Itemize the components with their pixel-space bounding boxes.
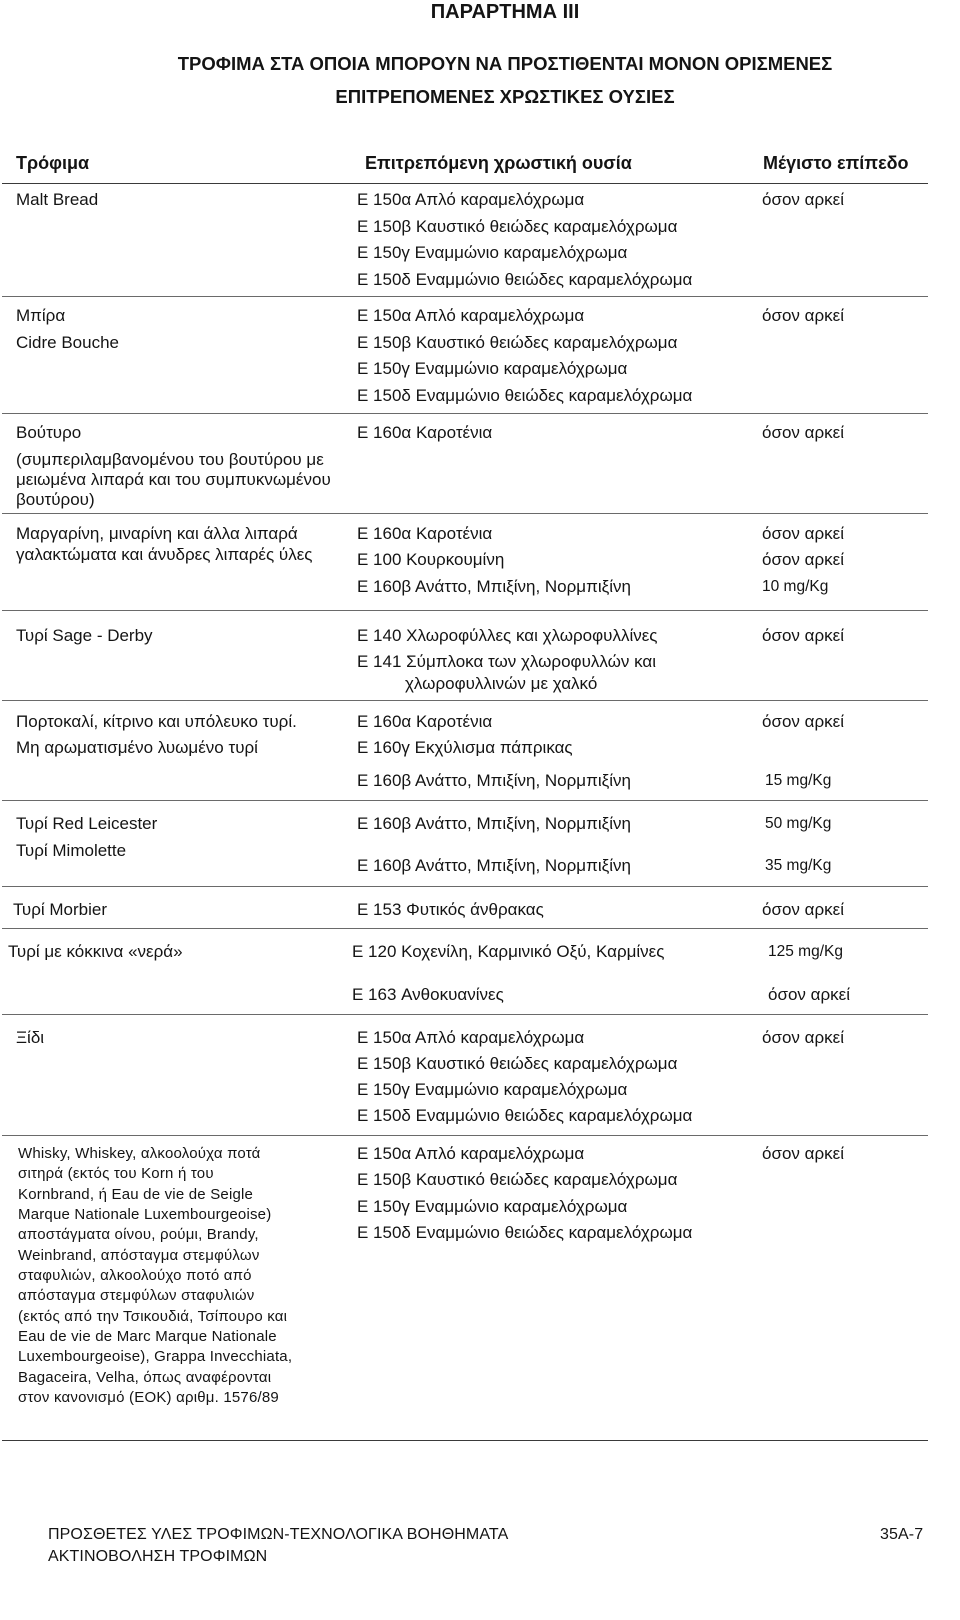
- colour-substance: E 150γ Εναμμώνιο καραμελόχρωμα: [357, 1080, 628, 1099]
- footer-line: ΠΡΟΣΘΕΤΕΣ ΥΛΕΣ ΤΡΟΦΙΜΩΝ-ΤΕΧΝΟΛΟΓΙΚΑ ΒΟΗΘΗΜΑΤΑ: [48, 1526, 509, 1543]
- food-name: Ξίδι: [16, 1028, 45, 1047]
- row-divider: [2, 800, 928, 801]
- food-name: Μαργαρίνη, μιναρίνη και άλλα λιπαρά: [16, 524, 298, 543]
- food-name: Μπίρα: [16, 306, 66, 325]
- food-name: Τυρί Morbier: [13, 900, 108, 919]
- row-divider: [2, 513, 928, 514]
- document-subtitle-line-1: ΤΡΟΦΙΜΑ ΣΤΑ ΟΠΟΙΑ ΜΠΟΡΟΥΝ ΝΑ ΠΡΟΣΤΙΘΕΝΤΑΙ ΜΟΝΟΝ ΟΡΙΣΜΕΝΕΣ: [177, 53, 833, 74]
- max-level: όσον αρκεί: [762, 306, 844, 325]
- colour-substance: E 150δ Εναμμώνιο θειώδες καραμελόχρωμα: [357, 386, 693, 405]
- colour-substance: E 160α Καροτένια: [357, 524, 493, 543]
- colour-substance: E 160β Ανάττο, Μπιξίνη, Νορμπιξίνη: [357, 814, 631, 833]
- colour-substance: E 140 Χλωροφύλλες και χλωροφυλλίνες: [357, 626, 658, 645]
- food-name: Malt Bread: [16, 190, 99, 209]
- colour-substance: E 160β Ανάττο, Μπιξίνη, Νορμπιξίνη: [357, 577, 631, 596]
- max-level: 10 mg/Kg: [762, 578, 829, 595]
- max-level: όσον αρκεί: [762, 550, 844, 569]
- colour-substance: E 120 Κοχενίλη, Καρμινικό Οξύ, Καρμίνες: [352, 942, 665, 961]
- max-level: 50 mg/Kg: [765, 815, 832, 832]
- colour-substance: E 150β Καυστικό θειώδες καραμελόχρωμα: [357, 217, 678, 236]
- colour-substance: E 160β Ανάττο, Μπιξίνη, Νορμπιξίνη: [357, 856, 631, 875]
- food-name: Τυρί Red Leicester: [16, 814, 158, 833]
- food-name: βουτύρου): [16, 490, 95, 509]
- colour-substance: E 160α Καροτένια: [357, 712, 493, 731]
- food-name: στον κανονισμό (ΕΟΚ) αριθμ. 1576/89: [18, 1389, 279, 1407]
- column-header-level: Μέγιστο επίπεδο: [763, 153, 909, 173]
- table-bottom-divider: [2, 1440, 928, 1441]
- food-name: (εκτός από την Τσικουδιά, Τσίπουρο και: [18, 1307, 288, 1325]
- colour-substance: E 150δ Εναμμώνιο θειώδες καραμελόχρωμα: [357, 1106, 693, 1125]
- colour-substance: E 150γ Εναμμώνιο καραμελόχρωμα: [357, 359, 628, 378]
- max-level: 15 mg/Kg: [765, 772, 832, 789]
- row-divider: [2, 610, 928, 611]
- food-name: Βούτυρο: [16, 423, 82, 442]
- row-divider: [2, 1135, 928, 1136]
- max-level: 35 mg/Kg: [765, 857, 832, 874]
- max-level: όσον αρκεί: [762, 524, 844, 543]
- food-name: Μη αρωματισμένο λυωμένο τυρί: [16, 738, 258, 757]
- food-name: Luxembourgeoise), Grappa Invecchiata,: [18, 1348, 293, 1366]
- max-level: όσον αρκεί: [762, 1144, 844, 1163]
- document-subtitle-line-2: ΕΠΙΤΡΕΠΟΜΕΝΕΣ ΧΡΩΣΤΙΚΕΣ ΟΥΣΙΕΣ: [335, 86, 675, 107]
- food-name: Whisky, Whiskey, αλκοολούχα ποτά: [18, 1145, 261, 1162]
- max-level: όσον αρκεί: [762, 190, 844, 209]
- food-name: Bagaceira, Velha, όπως αναφέρονται: [18, 1368, 272, 1386]
- row-divider: [2, 700, 928, 701]
- colour-substance: E 150β Καυστικό θειώδες καραμελόχρωμα: [357, 1170, 678, 1189]
- row-divider: [2, 886, 928, 887]
- food-name: μειωμένα λιπαρά και του συμπυκνωμένου: [16, 470, 331, 489]
- colour-substance: E 150β Καυστικό θειώδες καραμελόχρωμα: [357, 333, 678, 352]
- column-header-food: Τρόφιμα: [16, 153, 90, 173]
- annex-title: ΠΑΡΑΡΤΗΜΑ ΙΙΙ: [430, 1, 580, 23]
- page-number: 35Α-7: [880, 1526, 924, 1543]
- max-level: όσον αρκεί: [762, 423, 844, 442]
- max-level: όσον αρκεί: [762, 626, 844, 645]
- max-level: όσον αρκεί: [762, 900, 844, 919]
- colour-substance: E 153 Φυτικός άνθρακας: [357, 900, 544, 919]
- food-name: Τυρί Sage - Derby: [16, 626, 153, 645]
- colour-substance: E 150γ Εναμμώνιο καραμελόχρωμα: [357, 243, 628, 262]
- food-name: απόσταγμα στεμφύλων σταφυλιών: [18, 1287, 255, 1305]
- max-level: όσον αρκεί: [768, 985, 850, 1004]
- colour-substance: E 160α Καροτένια: [357, 423, 493, 442]
- colour-substance: E 150α Απλό καραμελόχρωμα: [357, 190, 585, 209]
- food-name: σιτηρά (εκτός του Korn ή του: [18, 1165, 214, 1183]
- food-name: Cidre Bouche: [16, 333, 120, 352]
- colour-substance: E 150α Απλό καραμελόχρωμα: [357, 1144, 585, 1163]
- food-name: Τυρί με κόκκινα «νερά»: [8, 942, 183, 961]
- food-name: σταφυλιών, αλκοολούχο ποτό από: [18, 1267, 252, 1285]
- max-level: όσον αρκεί: [762, 1028, 844, 1047]
- food-name: αποστάγματα οίνου, ρούμι, Brandy,: [18, 1226, 259, 1244]
- colour-substance: E 150α Απλό καραμελόχρωμα: [357, 306, 585, 325]
- food-name: Πορτοκαλί, κίτρινο και υπόλευκο τυρί.: [16, 712, 297, 731]
- footer-line: ΑΚΤΙΝΟΒΟΛΗΣΗ ΤΡΟΦΙΜΩΝ: [48, 1548, 268, 1565]
- row-divider: [2, 928, 928, 929]
- food-name-block: [18, 1144, 292, 1408]
- colour-substance: E 150δ Εναμμώνιο θειώδες καραμελόχρωμα: [357, 270, 693, 289]
- header-divider: [2, 183, 928, 184]
- colour-substance: E 150γ Εναμμώνιο καραμελόχρωμα: [357, 1197, 628, 1216]
- food-name: Eau de vie de Marc Marque Nationale: [18, 1328, 277, 1346]
- colour-substance: E 150δ Εναμμώνιο θειώδες καραμελόχρωμα: [357, 1223, 693, 1242]
- food-name: γαλακτώματα και άνυδρες λιπαρές ύλες: [16, 545, 313, 564]
- colour-substance: E 150α Απλό καραμελόχρωμα: [357, 1028, 585, 1047]
- max-level: όσον αρκεί: [762, 712, 844, 731]
- colour-substance: E 100 Κουρκουμίνη: [357, 550, 505, 569]
- row-divider: [2, 296, 928, 297]
- colour-substance: E 163 Ανθοκυανίνες: [352, 985, 504, 1004]
- max-level: 125 mg/Kg: [768, 943, 843, 960]
- column-header-substance: Επιτρεπόμενη χρωστική ουσία: [365, 153, 632, 173]
- colour-substance: E 141 Σύμπλοκα των χλωροφυλλών και: [357, 652, 657, 671]
- colour-substance: E 160β Ανάττο, Μπιξίνη, Νορμπιξίνη: [357, 771, 631, 790]
- colour-substance: E 160γ Εκχύλισμα πάπρικας: [357, 738, 573, 757]
- food-name: Τυρί Mimolette: [16, 841, 127, 860]
- row-divider: [2, 1014, 928, 1015]
- food-name: Kornbrand, ή Eau de vie de Seigle: [18, 1185, 254, 1203]
- food-name: (συμπεριλαμβανομένου του βουτύρου με: [16, 450, 324, 469]
- row-divider: [2, 413, 928, 414]
- food-name: Marque Nationale Luxembourgeoise): [18, 1206, 272, 1224]
- colour-substance: χλωροφυλλινών με χαλκό: [405, 674, 598, 693]
- colour-substance: E 150β Καυστικό θειώδες καραμελόχρωμα: [357, 1054, 678, 1073]
- food-name: Weinbrand, απόσταγμα στεμφύλων: [18, 1246, 260, 1264]
